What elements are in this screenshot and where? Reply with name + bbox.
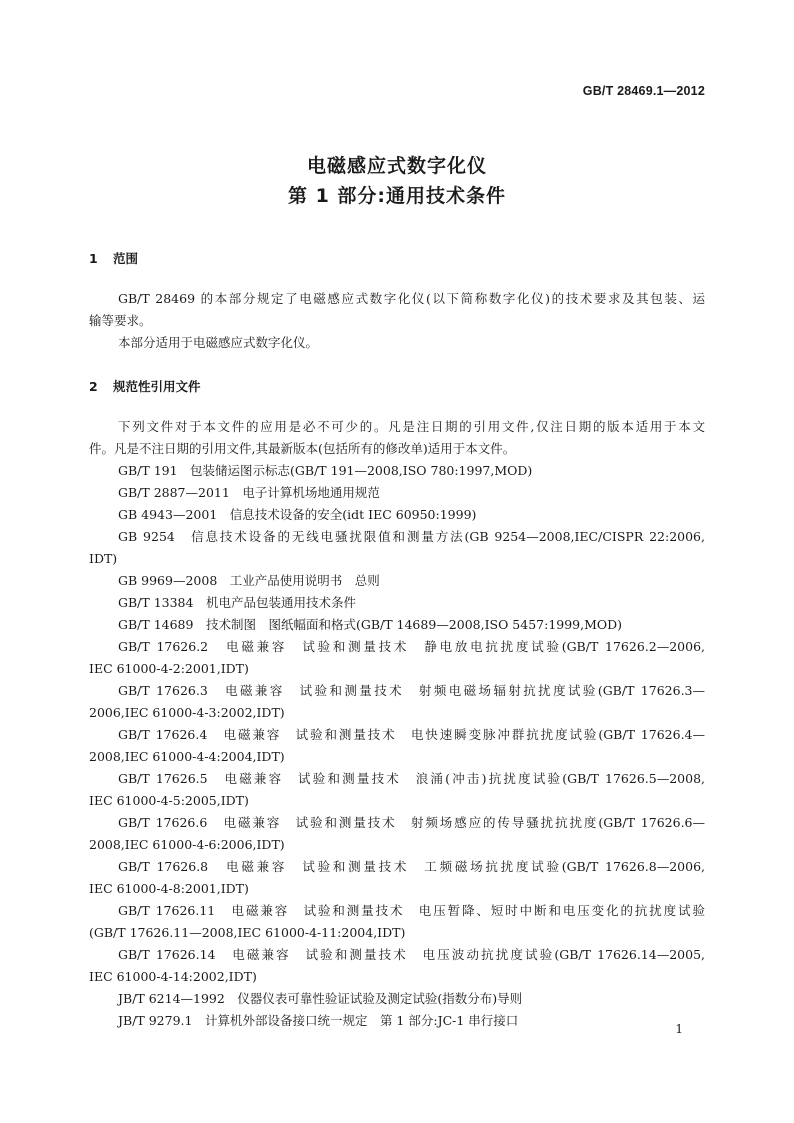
reference-item: JB/T 9279.1 计算机外部设备接口统一规定 第 1 部分:JC-1 串行接口 xyxy=(118,1013,519,1028)
reference-item: GB/T 17626.14 电磁兼容 试验和测量技术 电压波动抗扰度试验(GB/T 17626.14—2005, xyxy=(118,947,705,962)
paragraph-line: 下列文件对于本文件的应用是必不可少的。凡是注日期的引用文件,仅注日期的版本适用于本文 xyxy=(118,419,705,434)
reference-item-continued: IDT) xyxy=(89,551,118,566)
reference-item: GB/T 17626.6 电磁兼容 试验和测量技术 射频场感应的传导骚扰抗扰度(GB/T 17626.6— xyxy=(118,815,705,830)
paragraph-line: 本部分适用于电磁感应式数字化仪。 xyxy=(118,335,319,350)
document-title: 电磁感应式数字化仪 xyxy=(306,155,487,177)
reference-item-continued: IEC 61000-4-5:2005,IDT) xyxy=(89,793,249,808)
reference-item-continued: IEC 61000-4-14:2002,IDT) xyxy=(89,969,257,984)
reference-item: GB/T 13384 机电产品包装通用技术条件 xyxy=(118,595,356,610)
section-number: 2 xyxy=(89,379,98,394)
paragraph-line: 件。凡是不注日期的引用文件,其最新版本(包括所有的修改单)适用于本文件。 xyxy=(89,441,516,456)
page-number: 1 xyxy=(675,1022,683,1036)
reference-item: GB/T 17626.5 电磁兼容 试验和测量技术 浪涌(冲击)抗扰度试验(GB/T 17626.5—2008, xyxy=(118,771,705,786)
reference-item: GB 9254 信息技术设备的无线电骚扰限值和测量方法(GB 9254—2008,IEC/CISPR 22:2006, xyxy=(118,529,705,544)
paragraph-line: 输等要求。 xyxy=(89,313,152,328)
reference-item: GB/T 17626.2 电磁兼容 试验和测量技术 静电放电抗扰度试验(GB/T 17626.2—2006, xyxy=(118,639,705,654)
reference-item: GB/T 17626.3 电磁兼容 试验和测量技术 射频电磁场辐射抗扰度试验(GB/T 17626.3— xyxy=(118,683,705,698)
reference-item-continued: 2008,IEC 61000-4-4:2004,IDT) xyxy=(89,749,285,764)
reference-item-continued: IEC 61000-4-8:2001,IDT) xyxy=(89,881,249,896)
section-heading-references xyxy=(89,377,201,395)
reference-item: GB 9969—2008 工业产品使用说明书 总则 xyxy=(118,573,380,588)
reference-item: GB/T 17626.8 电磁兼容 试验和测量技术 工频磁场抗扰度试验(GB/T 17626.8—2006, xyxy=(118,859,705,874)
reference-item-continued: IEC 61000-4-2:2001,IDT) xyxy=(89,661,249,676)
reference-item: GB/T 191 包装储运图示标志(GB/T 191—2008,ISO 780:1997,MOD) xyxy=(118,463,533,478)
section-number: 1 xyxy=(89,251,98,266)
standard-code: GB/T 28469.1—2012 xyxy=(582,84,705,98)
reference-item: GB 4943—2001 信息技术设备的安全(idt IEC 60950:1999) xyxy=(118,507,477,522)
reference-item: GB/T 14689 技术制图 图纸幅面和格式(GB/T 14689—2008,ISO 5457:1999,MOD) xyxy=(118,617,623,632)
reference-item: JB/T 6214—1992 仪器仪表可靠性验证试验及测定试验(指数分布)导则 xyxy=(118,991,523,1006)
section-title: 范围 xyxy=(113,251,139,266)
reference-item-continued: (GB/T 17626.11—2008,IEC 61000-4-11:2004,IDT) xyxy=(89,925,406,940)
reference-item: GB/T 17626.4 电磁兼容 试验和测量技术 电快速瞬变脉冲群抗扰度试验(GB/T 17626.4— xyxy=(118,727,705,742)
section-heading-scope xyxy=(89,249,138,267)
section-title: 规范性引用文件 xyxy=(113,379,201,394)
reference-item-continued: 2008,IEC 61000-4-6:2006,IDT) xyxy=(89,837,285,852)
document-subtitle: 第 1 部分:通用技术条件 xyxy=(287,185,507,207)
reference-item-continued: 2006,IEC 61000-4-3:2002,IDT) xyxy=(89,705,285,720)
reference-item: GB/T 17626.11 电磁兼容 试验和测量技术 电压暂降、短时中断和电压变化的抗扰度试验 xyxy=(118,903,705,918)
reference-item: GB/T 2887—2011 电子计算机场地通用规范 xyxy=(118,485,380,500)
paragraph-line: GB/T 28469 的本部分规定了电磁感应式数字化仪(以下简称数字化仪)的技术要求及其包装、运 xyxy=(118,291,705,306)
